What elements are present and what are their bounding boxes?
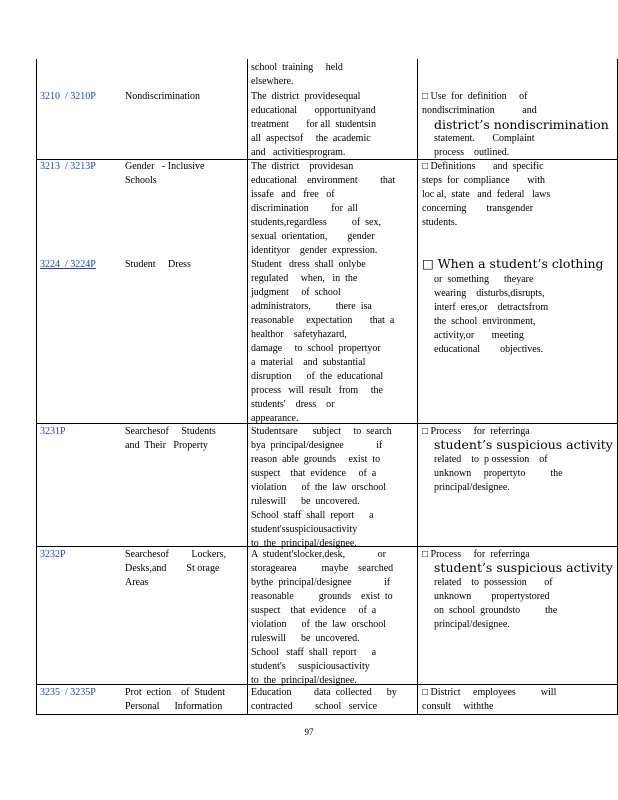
cell-description: Education data collected by contracted school service [251,687,397,712]
cell-description: The district providesan educational environment that issafe and free of discrimination for all students,regardless of sex, sexual orientation, gender identityor gender expression. [251,161,396,256]
cell-title: Searchesof Lockers, Desks,and St orage Areas [125,549,227,588]
table-border-bottom [36,714,618,715]
cell-description: A student'slocker,desk, or storagearea maybe searched bythe principal/designee if reasonable grounds exist to suspect that evidence of a violation of the law orschool ruleswill be uncovered. School staff shall report a student's suspiciousactivity to the principal/designee. [251,549,394,686]
cell-notes-emphasis: student’s suspicious activity [434,437,613,452]
cell-notes-emphasis: district’s nondiscrimination [434,117,609,132]
policy-table [36,59,618,715]
cell-notes-emphasis: □ When a student’s clothing [422,256,604,271]
cell-description: school training held elsewhere. [251,62,343,87]
cell-title: Searchesof Students and Their Property [125,426,216,451]
cell-title: Gender - Inclusive Schools [125,161,205,186]
cell-notes: □ Definitions and specific steps for compliance with loc al, state and federal laws concerning transgender students. [422,161,551,228]
cell-description: Student dress shall onlybe regulated when, in the judgment of school administrators, there isa reasonable expectation that a healthor safetyhazard, damage to school propertyor a material and substantial disruption of the educational process will result from the students' dress or appearance. [251,259,395,424]
cell-code-link[interactable]: 3232P [40,549,66,560]
cell-notes-tail: related to p ossession of unknown propertyto the principal/designee. [434,454,563,493]
cell-notes-tail: or something theyare wearing disturbs,disrupts, interf eres,or detractsfrom the school environment, activity,or meeting educational objectives. [434,274,549,355]
cell-description: Studentsare subject to search bya principal/designee if reason able grounds exist to suspect that evidence of a violation of the law orschool ruleswill be uncovered. School staff shall report a student'ssuspiciousactivity to the principal/designee. [251,426,392,549]
page-number: 97 [304,727,314,737]
cell-code-link[interactable]: 3235 / 3235P [40,687,96,698]
cell-notes: □ Process for referringa [422,426,530,437]
cell-code-link[interactable]: 3224 / 3224P [40,259,96,270]
cell-notes-tail: statement. Complaint process outlined. [434,133,535,158]
column-divider-1 [247,59,248,715]
cell-code-link[interactable]: 3231P [40,426,66,437]
cell-notes-tail: related to possession of unknown propertystored on school groundsto the principal/designee. [434,577,558,630]
cell-title: Nondiscrimination [125,91,200,102]
cell-title: Prot ection of Student Personal Information [125,687,225,712]
cell-description: The district providesequal educational opportunityand treatment for all studentsin all aspectsof the academic and activitiesprogram. [251,91,376,158]
cell-notes: □ Use for definition of nondiscrimination and [422,91,537,116]
cell-notes: □ Process for referringa [422,549,530,560]
table-border-left [36,59,37,715]
cell-title: Student Dress [125,259,191,270]
notes-emphasis-text: When a student’s clothing [437,256,604,271]
cell-notes-emphasis: student’s suspicious activity [434,560,613,575]
column-divider-2 [417,59,418,715]
cell-notes: □ District employees will consult withthe [422,687,557,712]
cell-code-link[interactable]: 3213 / 3213P [40,161,96,172]
cell-code-link[interactable]: 3210 / 3210P [40,91,96,102]
